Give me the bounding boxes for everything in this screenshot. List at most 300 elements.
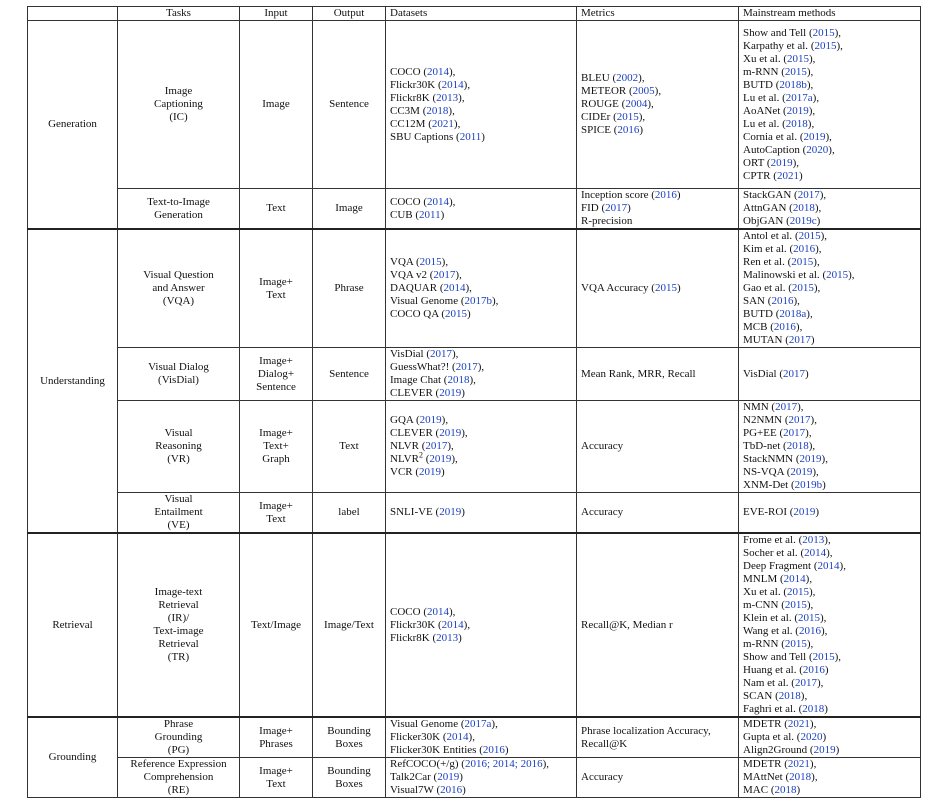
citation-link[interactable]: 2015 — [791, 282, 814, 294]
task-line: Grounding — [154, 731, 203, 743]
group-label-cell — [28, 21, 118, 230]
method-entry-punct: , — [831, 143, 835, 156]
citation-link[interactable]: 2019 — [799, 453, 822, 465]
citation-link[interactable]: 2014 — [441, 78, 464, 91]
dataset-entry-superscript: 2 — [418, 450, 423, 460]
input-cell — [240, 401, 313, 493]
dataset-entry-punct: , — [455, 453, 458, 465]
method-entry-text: MAttNet — [743, 771, 783, 783]
citation-link[interactable]: 2018 — [792, 202, 815, 214]
citation-link[interactable]: 2015 — [826, 269, 849, 281]
metric-entry-text: R-precision — [581, 215, 633, 227]
citation-link[interactable]: 2014 — [817, 560, 840, 572]
method-entry-punct: , — [799, 321, 803, 333]
citation-link[interactable]: 2015 — [616, 111, 639, 123]
citation-link[interactable]: 2017 — [794, 677, 817, 689]
method-entry-text: MDETR — [743, 758, 782, 770]
citation-link[interactable]: 2016 — [771, 295, 794, 307]
input-line: Image+ — [259, 427, 293, 439]
citation-link[interactable]: 2018 — [789, 771, 812, 783]
citation-link[interactable]: 2013 — [436, 91, 459, 104]
dataset-entry-punct: , — [452, 65, 456, 78]
citation-link[interactable]: 2017a — [464, 718, 492, 730]
method-entry-punct: , — [812, 440, 816, 452]
dataset-entry: Flickr30K (2014), — [390, 78, 471, 91]
citation-link[interactable]: 2019 — [770, 156, 793, 169]
dataset-entry-text: Image Chat — [390, 374, 442, 386]
citation-link[interactable]: 2018 — [447, 374, 470, 386]
datasets-cell — [386, 401, 577, 493]
citation-link[interactable]: 2017 — [775, 401, 798, 413]
metrics-cell — [577, 493, 739, 534]
citation-link[interactable]: 2019 — [439, 506, 462, 518]
citation-link[interactable]: 2014 — [426, 65, 449, 78]
citation-link[interactable]: 2015 — [787, 586, 809, 598]
dataset-entry: RefCOCO(+/g) (2016; 2014; 2016), — [390, 758, 549, 770]
output-line: Boxes — [335, 737, 363, 750]
citation-link[interactable]: 2014 — [804, 547, 827, 559]
task-line: Generation — [154, 208, 203, 221]
dataset-entry-punct: , — [451, 440, 454, 452]
method-entry-text: Faghri et al. — [743, 703, 796, 715]
input-line: Dialog+ — [257, 367, 295, 380]
dataset-entry-punct: , — [473, 374, 476, 386]
citation-link[interactable]: 2017 — [605, 202, 628, 214]
method-entry-punct: , — [816, 91, 820, 104]
method-entry-punct: , — [840, 39, 843, 52]
method-entry: m-CNN (2015), — [743, 599, 814, 611]
dataset-entry-text: VQA v2 — [390, 269, 427, 281]
method-entry-text: MNLM — [743, 573, 778, 585]
dataset-entry: VCR (2019) — [390, 466, 445, 478]
dataset-entry-punct: , — [495, 718, 498, 730]
method-entry-text: Kim et al. — [743, 243, 787, 255]
citation-link[interactable]: 2016; 2014; 2016 — [464, 758, 543, 770]
input-line: Sentence — [256, 380, 296, 393]
method-entry-text: AoANet — [743, 104, 781, 117]
citation-link[interactable]: 2019 — [813, 744, 836, 756]
task-line: Captioning — [154, 98, 203, 110]
method-entry-punct: , — [804, 690, 808, 702]
method-entry: Karpathy et al. (2015), — [743, 39, 843, 52]
dataset-entry-text: NLVR — [390, 453, 419, 465]
citation-link[interactable]: 2017 — [425, 440, 448, 452]
task-line: Text-image — [153, 625, 204, 637]
citation-link[interactable]: 2021 — [431, 117, 454, 130]
dataset-entry-punct: , — [459, 269, 462, 281]
method-entry-text: EVE-ROI — [743, 506, 787, 518]
dataset-entry: CLEVER (2019) — [390, 387, 465, 399]
method-entry: AttnGAN (2018), — [743, 202, 822, 214]
citation-link[interactable]: 2014 — [441, 618, 464, 631]
dataset-entry-text: VisDial — [390, 348, 424, 360]
citation-link[interactable]: 2016 — [773, 321, 796, 333]
metric-entry-punct: , — [658, 85, 662, 97]
output-line: Bounding — [327, 764, 371, 777]
task-cell — [118, 717, 240, 758]
citation-link[interactable]: 2017 — [788, 334, 811, 346]
metric-entry — [581, 506, 734, 519]
citation-link[interactable]: 2021 — [776, 169, 799, 182]
dataset-entry: NLVR (2017), — [390, 440, 454, 452]
output-line: Image — [335, 202, 363, 214]
dataset-entry-text: CC3M — [390, 104, 420, 117]
input-line: Image+ — [259, 499, 293, 512]
metrics-cell — [577, 189, 739, 230]
method-entry: XNM-Det (2019b) — [743, 479, 826, 491]
citation-link[interactable]: 2015 — [812, 651, 835, 663]
dataset-entry-text: COCO — [390, 605, 421, 618]
datasets-cell — [386, 348, 577, 401]
citation-link[interactable]: 2017 — [455, 361, 478, 373]
method-entry-punct: , — [810, 638, 814, 650]
citation-link[interactable]: 2015 — [787, 52, 809, 65]
citation-link[interactable]: 2015 — [814, 39, 837, 52]
citation-link[interactable]: 2017b — [464, 295, 492, 307]
citation-link[interactable]: 2019 — [790, 466, 813, 478]
citation-link[interactable]: 2016 — [798, 625, 821, 637]
dataset-entry-text: Visual Genome — [390, 718, 459, 730]
dataset-entry-punct: , — [469, 282, 472, 294]
citation-link[interactable]: 2017a — [785, 91, 813, 104]
header-cell: Input — [240, 7, 313, 21]
method-entry-punct: , — [812, 52, 816, 65]
dataset-entry: Flickr8K (2013) — [390, 631, 462, 644]
dataset-entry-text: SBU Captions — [390, 130, 454, 143]
citation-link[interactable]: 2015 — [784, 599, 807, 611]
dataset-entry-punct: , — [467, 78, 471, 91]
method-entry-text: Lu et al. — [743, 117, 780, 130]
metric-entry: BLEU (2002), — [581, 72, 645, 84]
table-row — [28, 533, 921, 717]
dataset-entry: Visual Genome (2017a), — [390, 718, 498, 730]
method-entry: NMN (2017), — [743, 401, 804, 413]
input-cell — [240, 189, 313, 230]
method-entry-punct: , — [843, 560, 846, 572]
method-entry-punct: , — [813, 758, 817, 770]
method-entry-text: VisDial — [743, 367, 777, 380]
method-entry-punct: , — [818, 243, 822, 255]
citation-link[interactable]: 2018 — [774, 784, 797, 796]
citation-link[interactable]: 2017 — [429, 348, 452, 360]
output-cell — [313, 401, 386, 493]
task-line: Retrieval — [158, 638, 199, 650]
dataset-entry-punct: , — [455, 348, 459, 360]
dataset-entry: VQA v2 (2017), — [390, 269, 462, 281]
methods-cell — [739, 189, 921, 230]
method-entry: TbD-net (2018), — [743, 440, 816, 452]
citation-link[interactable]: 2016 — [802, 664, 825, 676]
citation-link[interactable]: 2015 — [419, 256, 442, 268]
citation-link[interactable]: 2018 — [802, 703, 825, 715]
citation-link[interactable]: 2005 — [632, 85, 655, 97]
citation-link[interactable]: 2013 — [436, 631, 459, 644]
citation-link[interactable]: 2011 — [459, 130, 482, 143]
citation-link[interactable]: 2015 — [654, 282, 677, 294]
citation-link[interactable]: 2016 — [440, 784, 463, 796]
method-entry-punct: , — [812, 104, 816, 117]
citation-link[interactable]: 2014 — [426, 605, 449, 618]
citation-link[interactable]: 2019 — [419, 466, 442, 478]
citation-link[interactable]: 2016 — [617, 124, 640, 136]
task-line: Visual — [164, 493, 193, 505]
group-label: Grounding — [48, 751, 97, 763]
dataset-entry-punct: , — [452, 104, 455, 117]
method-entry-text: Ren et al. — [743, 256, 785, 268]
methods-cell — [739, 493, 921, 534]
dataset-entry: Image Chat (2018), — [390, 374, 476, 386]
dataset-entry-text: VQA — [390, 256, 414, 268]
task-line: Reference Expression — [130, 758, 227, 770]
citation-link[interactable]: 2017 — [797, 189, 820, 201]
method-entry-punct: , — [810, 599, 814, 611]
group-label-cell — [28, 717, 118, 798]
citation-link[interactable]: 2017 — [433, 269, 456, 281]
citation-link[interactable]: 2021 — [787, 718, 810, 730]
output-cell — [313, 493, 386, 534]
method-entry: Ren et al. (2015), — [743, 256, 820, 268]
metric-entry — [581, 771, 734, 784]
method-entry-punct: , — [810, 65, 814, 78]
method-entry-punct: , — [809, 308, 813, 320]
citation-link[interactable]: 2015 — [791, 256, 814, 268]
task-line: (RE) — [167, 784, 190, 796]
dataset-entry-text: CLEVER — [390, 387, 433, 399]
method-entry-text: Karpathy et al. — [743, 39, 809, 52]
method-entry-text: m-RNN — [743, 65, 779, 78]
task-cell — [118, 21, 240, 189]
metrics-cell — [577, 348, 739, 401]
method-entry-punct: , — [829, 547, 833, 559]
task-line: Text-to-Image — [147, 195, 210, 208]
input-cell — [240, 21, 313, 189]
method-entry: Malinowski et al. (2015), — [743, 269, 855, 281]
method-entry-text: SAN — [743, 295, 766, 307]
task-cell — [118, 229, 240, 348]
output-cell — [313, 533, 386, 717]
dataset-entry-punct: , — [472, 731, 475, 743]
citation-link[interactable]: 2004 — [625, 98, 648, 110]
citation-link[interactable]: 2019 — [429, 453, 452, 465]
method-entry: Gao et al. (2015), — [743, 282, 821, 294]
citation-link[interactable]: 2021 — [787, 758, 810, 770]
method-entry-text: ORT — [743, 156, 765, 169]
citation-link[interactable]: 2016 — [654, 189, 677, 201]
citation-link[interactable]: 2019 — [439, 387, 462, 399]
task-line: Comprehension — [143, 771, 214, 783]
dataset-entry-text: Flicker30K — [390, 731, 441, 743]
metric-entry-text: Accuracy — [581, 506, 624, 518]
dataset-entry: CC12M (2021), — [390, 117, 461, 130]
method-entry: SAN (2016), — [743, 295, 800, 307]
citation-link[interactable]: 2014 — [446, 731, 469, 743]
method-entry: Frome et al. (2013), — [743, 534, 831, 546]
method-entry-text: NS-VQA — [743, 466, 784, 478]
dataset-entry: NLVR$^2$ (2019), — [390, 450, 458, 465]
citation-link[interactable]: 2014 — [443, 282, 466, 294]
dataset-entry: Flickr30K (2014), — [390, 618, 471, 631]
dataset-entry-text: DAQUAR — [390, 282, 438, 294]
citation-link[interactable]: 2018a — [779, 308, 807, 320]
citation-link[interactable]: 2017 — [788, 414, 811, 426]
citation-link[interactable]: 2019 — [419, 414, 442, 426]
methods-cell — [739, 348, 921, 401]
citation-link[interactable]: 2014 — [426, 195, 449, 208]
metric-entry — [581, 725, 734, 738]
method-entry-text: AutoCaption — [743, 143, 800, 156]
citation-link[interactable]: 2018 — [778, 690, 801, 702]
citation-link[interactable]: 2015 — [812, 26, 835, 39]
citation-link[interactable]: 2015 — [798, 230, 821, 242]
task-line: (VR) — [167, 453, 190, 465]
citation-link[interactable]: 2019c — [789, 215, 817, 227]
method-entry-text: Malinowski et al. — [743, 269, 820, 281]
datasets-cell — [386, 21, 577, 189]
citation-link[interactable]: 2019 — [439, 427, 462, 439]
citation-link[interactable]: 2015 — [784, 638, 807, 650]
method-entry: CPTR (2021) — [743, 169, 803, 182]
citation-link[interactable]: 2018 — [785, 117, 808, 130]
method-entry-text: Align2Ground — [743, 744, 808, 756]
metric-entry-text: Accuracy — [581, 440, 624, 452]
method-entry: Cornia et al. (2019), — [743, 130, 832, 143]
citation-link[interactable]: 2015 — [445, 308, 468, 320]
output-line: Bounding — [327, 724, 371, 737]
dataset-entry: SBU Captions (2011) — [390, 130, 485, 143]
methods-cell — [739, 717, 921, 758]
dataset-entry-text: Flickr30K — [390, 78, 436, 91]
method-entry: MUTAN (2017) — [743, 334, 815, 346]
metrics-cell — [577, 401, 739, 493]
header-cell — [28, 7, 118, 21]
method-entry-text: PG+EE — [743, 427, 777, 439]
dataset-entry-text: VCR — [390, 466, 413, 478]
metric-entry-text: FID — [581, 202, 599, 214]
dataset-entry: COCO (2014), — [390, 605, 456, 618]
citation-link[interactable]: 2019 — [793, 506, 816, 518]
citation-link[interactable]: 2014 — [783, 573, 806, 585]
datasets-cell — [386, 493, 577, 534]
method-entry-text: Lu et al. — [743, 91, 780, 104]
input-cell — [240, 533, 313, 717]
method-entry: PG+EE (2017), — [743, 427, 812, 439]
citation-link[interactable]: 2016 — [482, 744, 505, 756]
input-line: Text — [266, 202, 286, 214]
citation-link[interactable]: 2016 — [793, 243, 816, 255]
dataset-entry: Visual7W (2016) — [390, 784, 466, 796]
output-line: Image/Text — [324, 618, 374, 631]
dataset-entry-text: Flicker30K Entities — [390, 744, 477, 756]
metric-entry-text: VQA Accuracy — [581, 282, 652, 294]
citation-link[interactable]: 2011 — [419, 208, 441, 221]
dataset-entry: SNLI-VE (2019) — [390, 506, 465, 518]
table-row — [28, 189, 921, 230]
citation-link[interactable]: 2015 — [784, 65, 807, 78]
table-row — [28, 348, 921, 401]
task-cell — [118, 493, 240, 534]
methods-cell — [739, 758, 921, 798]
citation-link[interactable]: 2013 — [802, 534, 825, 546]
method-entry-text: BUTD — [743, 308, 773, 320]
input-line: Image+ — [259, 354, 293, 367]
output-cell — [313, 189, 386, 230]
citation-link[interactable]: 2019b — [794, 479, 823, 491]
tasks-table — [27, 6, 921, 798]
method-entry: MCB (2016), — [743, 321, 803, 333]
citation-link[interactable]: 2017 — [783, 427, 806, 439]
input-cell — [240, 493, 313, 534]
method-entry: Socher et al. (2014), — [743, 547, 833, 559]
citation-link[interactable]: 2019 — [803, 130, 826, 143]
metric-entry-punct: , — [650, 98, 654, 110]
output-cell — [313, 348, 386, 401]
method-entry-punct: , — [811, 117, 815, 130]
method-entry: N2NMN (2017), — [743, 414, 817, 426]
header-row — [28, 7, 921, 21]
dataset-entry-punct: , — [495, 295, 499, 307]
method-entry-text: Show and Tell — [743, 26, 807, 39]
method-entry-punct: , — [824, 625, 828, 637]
metric-entry — [581, 215, 734, 228]
citation-link[interactable]: 2015 — [798, 612, 820, 624]
metric-entry-text: BLEU — [581, 72, 610, 84]
dataset-entry-text: COCO — [390, 65, 421, 78]
input-line: Text — [266, 288, 286, 301]
citation-link[interactable]: 2020 — [800, 731, 823, 743]
method-entry: m-RNN (2015), — [743, 65, 814, 78]
dataset-entry-text: CUB — [390, 208, 413, 221]
metric-entry-text: METEOR — [581, 85, 627, 97]
method-entry-text: Xu et al. — [743, 586, 781, 598]
metrics-cell — [577, 21, 739, 189]
citation-link[interactable]: 2019 — [437, 771, 460, 783]
citation-link[interactable]: 2018 — [786, 440, 809, 452]
dataset-entry-punct: , — [461, 91, 465, 104]
method-entry-text: StackGAN — [743, 189, 792, 201]
group-label-cell — [28, 533, 118, 717]
method-entry: BUTD (2018a), — [743, 308, 813, 320]
output-line: Sentence — [329, 98, 369, 110]
metric-entry-text: CIDEr — [581, 111, 611, 123]
dataset-entry: CUB (2011) — [390, 208, 445, 221]
method-entry: Xu et al. (2015), — [743, 52, 816, 65]
header-cell: Output — [313, 7, 386, 21]
method-entry-punct: , — [814, 414, 817, 426]
method-entry-text: MCB — [743, 321, 768, 333]
citation-link[interactable]: 2019 — [786, 104, 809, 117]
citation-link[interactable]: 2017 — [782, 367, 805, 380]
citation-link[interactable]: 2002 — [616, 72, 639, 84]
citation-link[interactable]: 2018 — [426, 104, 449, 117]
input-line: Text — [266, 512, 286, 525]
method-entry: ORT (2019), — [743, 156, 799, 169]
metric-entry — [581, 738, 734, 751]
dataset-entry-text: RefCOCO(+/g) — [390, 758, 459, 770]
group-label: Retrieval — [52, 618, 93, 631]
dataset-entry-text: CLEVER — [390, 427, 433, 439]
table-row — [28, 758, 921, 798]
method-entry-text: Socher et al. — [743, 547, 798, 559]
dataset-entry-punct: , — [452, 195, 456, 208]
method-entry-punct: , — [816, 256, 820, 268]
method-entry: MAC (2018) — [743, 784, 801, 796]
method-entry-punct: , — [808, 427, 812, 439]
citation-link[interactable]: 2020 — [806, 143, 829, 156]
method-entry-punct: , — [823, 189, 827, 201]
method-entry-text: NMN — [743, 401, 769, 413]
citation-link[interactable]: 2018b — [779, 78, 807, 91]
dataset-entry-text: GQA — [390, 414, 414, 426]
